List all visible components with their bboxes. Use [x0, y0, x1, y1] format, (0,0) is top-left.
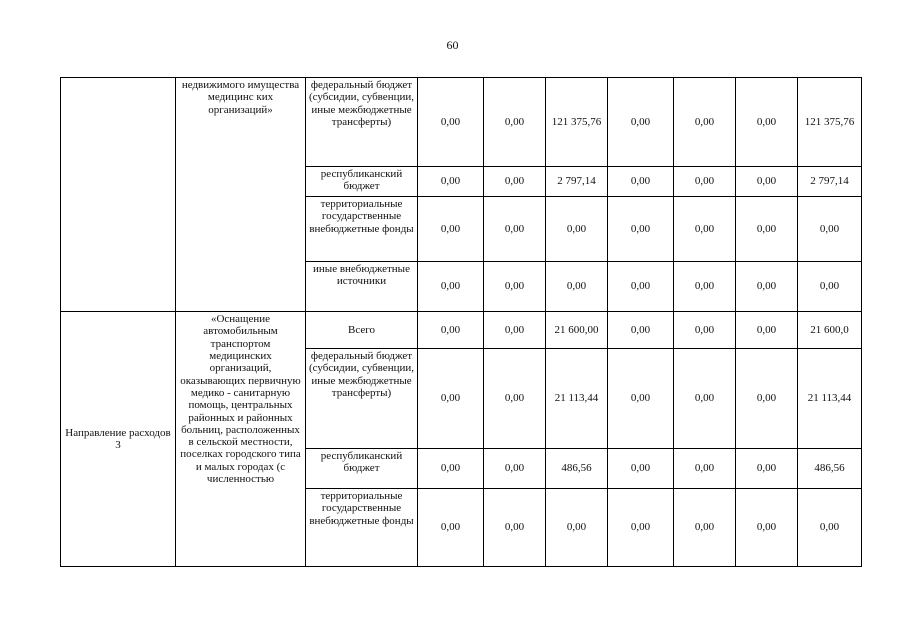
value-cell: 0,00	[418, 489, 484, 567]
value-cell: 0,00	[484, 312, 546, 349]
value-cell: 21 113,44	[546, 349, 608, 449]
funding-source-cell: федеральный бюджет (субсидии, субвенции, иные межбюджетные трансферты)	[306, 78, 418, 167]
group-description-cell: недвижимого имущества медицинс ких организаций»	[176, 78, 306, 312]
funding-source-cell: территориальные государственные внебюджетные фонды	[306, 197, 418, 262]
page-number: 60	[446, 38, 459, 52]
value-cell: 0,00	[674, 349, 736, 449]
funding-source-cell: федеральный бюджет (субсидии, субвенции, иные межбюджетные трансферты)	[306, 349, 418, 449]
value-cell: 0,00	[484, 78, 546, 167]
budget-table	[60, 77, 862, 567]
value-cell: 0,00	[484, 262, 546, 312]
total-cell: 0,00	[798, 262, 862, 312]
funding-source-cell: республиканский бюджет	[306, 449, 418, 489]
value-cell: 0,00	[418, 78, 484, 167]
value-cell: 0,00	[608, 262, 674, 312]
total-cell: 121 375,76	[798, 78, 862, 167]
value-cell: 0,00	[674, 197, 736, 262]
value-cell: 0,00	[736, 197, 798, 262]
value-cell: 0,00	[674, 167, 736, 197]
total-cell: 2 797,14	[798, 167, 862, 197]
value-cell: 121 375,76	[546, 78, 608, 167]
value-cell: 0,00	[546, 262, 608, 312]
table-row	[61, 312, 862, 349]
value-cell: 0,00	[608, 197, 674, 262]
value-cell: 0,00	[608, 167, 674, 197]
value-cell: 0,00	[608, 349, 674, 449]
funding-source-cell: республиканский бюджет	[306, 167, 418, 197]
value-cell: 0,00	[608, 489, 674, 567]
value-cell: 0,00	[484, 449, 546, 489]
value-cell: 0,00	[736, 349, 798, 449]
value-cell: 0,00	[674, 489, 736, 567]
value-cell: 0,00	[484, 349, 546, 449]
value-cell: 0,00	[418, 449, 484, 489]
value-cell: 0,00	[736, 262, 798, 312]
value-cell: 0,00	[418, 167, 484, 197]
value-cell: 0,00	[484, 167, 546, 197]
value-cell: 0,00	[418, 262, 484, 312]
group-description-cell: «Оснащение автомобильным транспортом медицинских организаций, оказывающих первичную медико - санитарную помощь, центральных районных и районных больниц, расположенных в сельской местности, поселках городского типа и малых городах (с численностью	[176, 312, 306, 567]
value-cell: 0,00	[736, 312, 798, 349]
value-cell: 21 600,00	[546, 312, 608, 349]
total-cell: 0,00	[798, 489, 862, 567]
value-cell: 0,00	[418, 349, 484, 449]
funding-source-cell: Всего	[306, 312, 418, 349]
funding-source-cell: иные внебюджетные источники	[306, 262, 418, 312]
group-label-cell: Направление расходов 3	[61, 312, 176, 567]
value-cell: 0,00	[484, 489, 546, 567]
value-cell: 0,00	[546, 197, 608, 262]
value-cell: 2 797,14	[546, 167, 608, 197]
value-cell: 0,00	[736, 449, 798, 489]
value-cell: 0,00	[608, 312, 674, 349]
value-cell: 0,00	[484, 197, 546, 262]
total-cell: 21 113,44	[798, 349, 862, 449]
value-cell: 0,00	[608, 449, 674, 489]
value-cell: 0,00	[736, 167, 798, 197]
value-cell: 0,00	[674, 312, 736, 349]
value-cell: 486,56	[546, 449, 608, 489]
value-cell: 0,00	[674, 262, 736, 312]
total-cell: 486,56	[798, 449, 862, 489]
total-cell: 0,00	[798, 197, 862, 262]
value-cell: 0,00	[674, 449, 736, 489]
value-cell: 0,00	[418, 197, 484, 262]
funding-source-cell: территориальные государственные внебюджетные фонды	[306, 489, 418, 567]
total-cell: 21 600,0	[798, 312, 862, 349]
value-cell: 0,00	[546, 489, 608, 567]
value-cell: 0,00	[418, 312, 484, 349]
value-cell: 0,00	[608, 78, 674, 167]
value-cell: 0,00	[674, 78, 736, 167]
table-row	[61, 78, 862, 167]
value-cell: 0,00	[736, 489, 798, 567]
group-label-cell	[61, 78, 176, 312]
value-cell: 0,00	[736, 78, 798, 167]
